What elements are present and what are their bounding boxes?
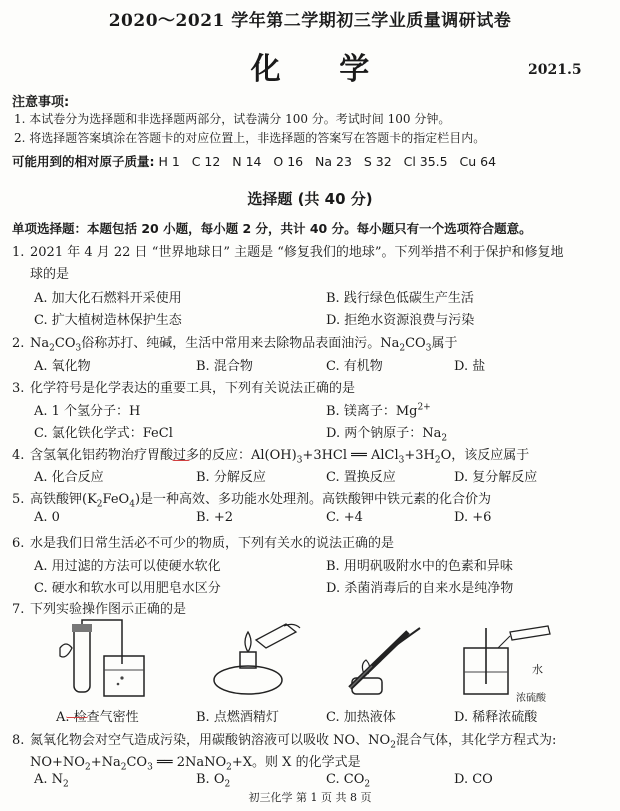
option-d xyxy=(326,422,447,444)
formula-sub: 2 xyxy=(226,762,232,773)
formula-sup: 2+ xyxy=(417,402,431,413)
option-b: B. 点燃酒精灯 xyxy=(196,710,279,725)
formula-sub: 3 xyxy=(75,343,82,354)
question-text: 下列实验操作图示正确的是 xyxy=(30,602,187,617)
option-b: B. 践行绿色低碳生产生活 xyxy=(326,291,474,306)
formula-sub: 2 xyxy=(120,762,127,773)
option-text: B. 镁离子：Mg xyxy=(326,404,418,419)
option-text: A. N xyxy=(34,772,64,787)
formula-part: +3H xyxy=(404,448,435,463)
question-text: 含氢氧化铝药物治疗胃酸过多的反应：Al(OH) xyxy=(30,448,297,463)
option-a xyxy=(34,772,69,790)
option-a: A. 1 个氢分子：H xyxy=(34,404,141,419)
pen-mark xyxy=(66,713,88,718)
question-2 xyxy=(12,332,457,354)
atomic-masses xyxy=(12,152,496,170)
question-text: 氮氧化物会对空气造成污染，用碳酸钠溶液可以吸收 NO、NO xyxy=(30,733,391,748)
formula-sub: 2 xyxy=(224,779,231,790)
option-b: B. 用明矾吸附水中的色素和异味 xyxy=(326,559,513,574)
formula-sub: 2 xyxy=(390,740,396,751)
formula-part: CO xyxy=(54,336,76,351)
formula-sub: 2 xyxy=(399,343,406,354)
option-c: C. 硬水和软水可以用肥皂水区分 xyxy=(34,581,221,596)
formula-part: CO xyxy=(126,755,148,770)
option-d: D. 盐 xyxy=(454,359,486,374)
formula-part: +3HCl ══ AlCl xyxy=(302,448,399,463)
question-number: 8. xyxy=(12,733,25,748)
section-title: 选择题 (共 40 分) xyxy=(247,190,373,208)
question-number: 4. xyxy=(12,448,25,463)
question-1 xyxy=(12,241,564,260)
atomic-masses-values: H 1 C 12 N 14 O 16 Na 23 S 32 Cl 35.5 Cu 64 xyxy=(158,154,497,169)
option-d: D. CO xyxy=(454,772,493,787)
formula-sub: 2 xyxy=(63,779,69,790)
formula-part: FeO xyxy=(102,492,130,507)
question-text: 化学符号是化学表达的重要工具，下列有关说法正确的是 xyxy=(30,381,356,396)
notice-item-1: 1. 本试卷分为选择题和非选择题两部分，试卷满分 100 分。考试时间 100 分钟。 xyxy=(14,112,451,126)
question-6 xyxy=(12,532,394,551)
option-a: A. 用过滤的方法可以使硬水软化 xyxy=(34,559,221,574)
formula-sub: 3 xyxy=(296,455,303,466)
formula-part: ══ 2NaNO xyxy=(152,755,227,770)
formula-part: CO xyxy=(405,336,426,351)
option-c: C. 加热液体 xyxy=(326,710,396,725)
atomic-masses-label: 可能用到的相对原子质量: xyxy=(12,154,155,169)
formula-part: +Na xyxy=(90,755,121,770)
question-number: 5. xyxy=(12,492,25,507)
question-text: 属于 xyxy=(431,336,458,351)
question-number: 3. xyxy=(12,381,25,396)
dilute-sulfuric-acid-figure xyxy=(450,618,560,700)
question-7 xyxy=(12,598,186,617)
option-c xyxy=(326,772,370,790)
option-c: C. +4 xyxy=(326,510,363,525)
option-d: D. 杀菌消毒后的自来水是纯净物 xyxy=(326,581,514,596)
question-text: O，该反应属于 xyxy=(440,448,530,463)
option-b xyxy=(196,772,230,790)
option-d: D. +6 xyxy=(454,510,492,525)
formula-sub: 2 xyxy=(49,343,55,354)
option-c: C. 氯化铁化学式：FeCl xyxy=(34,426,173,441)
option-d: D. 拒绝水资源浪费与污染 xyxy=(326,313,475,328)
formula-sub: 3 xyxy=(425,343,432,354)
exam-title: 2020～2021 学年第二学期初三学业质量调研试卷 xyxy=(108,11,512,31)
question-number: 1. xyxy=(12,245,25,260)
formula-sub: 2 xyxy=(364,779,371,790)
question-number: 7. xyxy=(12,602,25,617)
question-text: +X。则 X 的化学式是 xyxy=(231,755,361,770)
formula-sub: 3 xyxy=(147,762,153,773)
notice-item-2: 2. 将选择题答案填涂在答题卡的对应位置上，非选择题的答案写在答题卡的指定栏目内。 xyxy=(14,131,486,145)
heating-liquid-figure xyxy=(330,618,440,700)
exam-date: 2021.5 xyxy=(528,62,582,78)
formula-sub: 2 xyxy=(441,433,448,444)
section-intro: 单项选择题：本题包括 20 小题，每小题 2 分，共计 40 分。每小题只有一个选项符合题意。 xyxy=(12,221,532,236)
option-b: B. 混合物 xyxy=(196,359,253,374)
question-4 xyxy=(12,444,529,466)
option-a: A. 检查气密性 xyxy=(56,710,139,725)
question-text: 2021 年 4 月 22 日 “世界地球日” 主题是 “修复我们的地球”。下列举措不利于保护和修复地 xyxy=(30,245,564,260)
formula-sub: 3 xyxy=(398,455,405,466)
question-number: 6. xyxy=(12,536,25,551)
option-b: B. 分解反应 xyxy=(196,470,266,485)
formula-sub: 2 xyxy=(84,762,91,773)
option-c: C. 置换反应 xyxy=(326,470,396,485)
option-d: D. 稀释浓硫酸 xyxy=(454,710,538,725)
option-text: D. 两个钠原子：Na xyxy=(326,426,442,441)
option-c: C. 有机物 xyxy=(326,359,383,374)
option-a: A. 0 xyxy=(34,510,60,525)
option-d: D. 复分解反应 xyxy=(454,470,538,485)
question-text: 混合气体，其化学方程式为: xyxy=(395,733,557,748)
option-a: A. 化合反应 xyxy=(34,470,104,485)
water-label: 水 xyxy=(532,663,543,676)
question-text: 水是我们日常生活必不可少的物质，下列有关水的说法正确的是 xyxy=(30,536,395,551)
question-text: 高铁酸钾(K xyxy=(30,492,97,507)
formula-sub: 4 xyxy=(129,499,135,510)
option-text: B. O xyxy=(196,772,225,787)
subject-title: 化 学 xyxy=(250,52,394,87)
option-a: A. 氧化物 xyxy=(34,359,91,374)
notice-heading: 注意事项: xyxy=(12,95,70,110)
airtightness-check-figure xyxy=(52,618,162,700)
option-b: B. +2 xyxy=(196,510,233,525)
formula-part: Na xyxy=(30,336,50,351)
question-5 xyxy=(12,488,491,510)
question-8-equation xyxy=(30,751,361,773)
question-text: 俗称苏打、纯碱，生活中常用来去除物品表面油污。Na xyxy=(81,336,400,351)
formula-part: NO+NO xyxy=(30,755,85,770)
question-text: )是一种高效、多功能水处理剂。高铁酸钾中铁元素的化合价为 xyxy=(134,492,492,507)
option-c: C. 扩大植树造林保护生态 xyxy=(34,313,182,328)
formula-sub: 2 xyxy=(434,455,441,466)
alcohol-lamp-figure xyxy=(196,618,306,700)
acid-label: 浓硫酸 xyxy=(516,693,546,704)
question-3 xyxy=(12,377,355,396)
formula-sub: 2 xyxy=(96,499,103,510)
option-text: C. CO xyxy=(326,772,365,787)
option-a: A. 加大化石燃料开采使用 xyxy=(34,291,182,306)
question-1-line2: 球的是 xyxy=(30,267,70,282)
option-b xyxy=(326,400,431,419)
question-8 xyxy=(12,729,556,751)
pen-mark xyxy=(172,456,190,461)
page-footer: 初三化学 第 1 页 共 8 页 xyxy=(248,791,372,804)
question-number: 2. xyxy=(12,336,25,351)
